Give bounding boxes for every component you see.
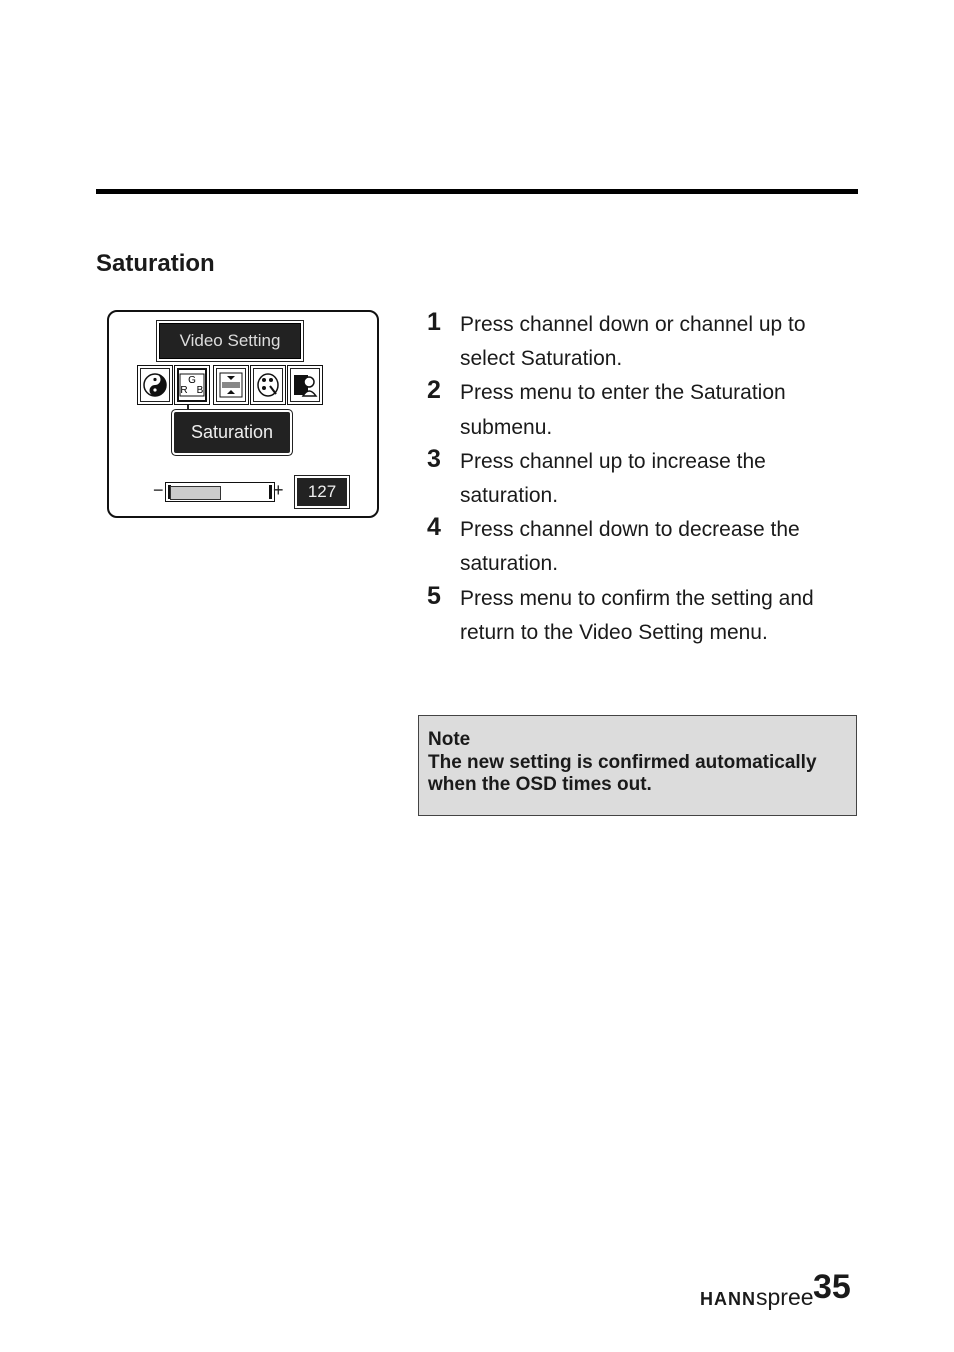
saturation-slider <box>165 482 275 502</box>
note-heading: Note <box>428 729 471 750</box>
section-title: Saturation <box>96 250 215 277</box>
saturation-submenu-label: Saturation <box>174 412 290 453</box>
plus-icon: + <box>273 480 284 500</box>
step-text: Press menu to confirm the setting and return to the Video Setting menu. <box>460 586 814 644</box>
saturation-value: 127 <box>297 478 347 506</box>
steps-list <box>427 308 857 650</box>
step-text: Press channel up to increase the saturation. <box>460 449 766 508</box>
slider-fill <box>170 486 221 500</box>
brand-bold: HANN <box>700 1289 756 1309</box>
palette-icon <box>250 365 286 405</box>
step-number: 4 <box>427 513 441 542</box>
step-item <box>427 513 857 581</box>
step-number: 5 <box>427 581 441 610</box>
step-item <box>427 582 857 650</box>
contrast-icon <box>137 365 173 405</box>
step-number: 3 <box>427 444 441 473</box>
portrait-icon <box>287 365 323 405</box>
step-number: 2 <box>427 376 441 405</box>
position-icon <box>213 365 249 405</box>
rgb-g-letter: G <box>188 375 196 386</box>
osd-title: Video Setting <box>159 323 301 359</box>
step-item <box>427 308 857 376</box>
step-number: 1 <box>427 308 441 336</box>
rgb-r-letter: R <box>180 385 188 396</box>
brand-logo <box>700 1284 814 1311</box>
rgb-color-icon <box>174 365 210 405</box>
step-item <box>427 376 857 444</box>
step-item <box>427 445 857 513</box>
brand-light: spree <box>756 1284 814 1310</box>
minus-icon: − <box>153 480 164 500</box>
slider-right-end <box>269 485 272 499</box>
step-text: Press channel down to decrease the saturation. <box>460 518 800 576</box>
top-rule <box>96 189 858 194</box>
note-box <box>418 715 857 816</box>
rgb-b-letter: B <box>196 385 204 396</box>
step-text: Press menu to enter the Saturation submenu. <box>460 381 786 439</box>
note-body: The new setting is confirmed automatically when the OSD times out. <box>428 751 817 795</box>
osd-illustration <box>107 310 379 518</box>
step-text: Press channel down or channel up to select Saturation. <box>460 313 806 371</box>
page-number: 35 <box>813 1268 851 1306</box>
